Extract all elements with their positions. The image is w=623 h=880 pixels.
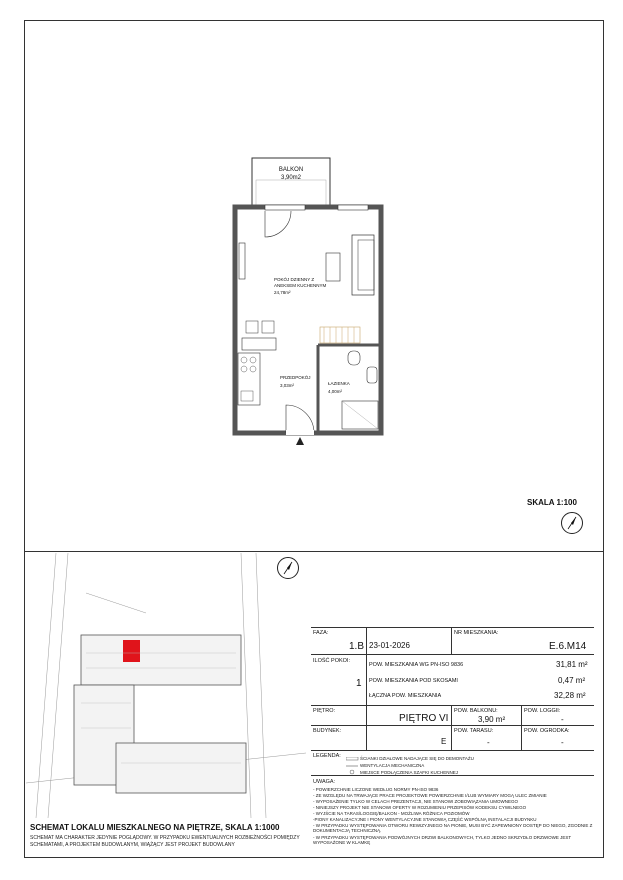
sofa: [352, 235, 374, 295]
notes-label: UWAGA:: [313, 779, 336, 785]
living-area: 24,78m²: [274, 290, 291, 295]
area-iso-value: 31,81 m²: [556, 660, 588, 669]
tv-unit: [239, 243, 245, 279]
balcony-door-swing: [265, 211, 291, 237]
area-total-value: 32,28 m²: [554, 691, 586, 700]
window-top-left: [265, 205, 305, 210]
terrace-area-value: -: [487, 738, 490, 747]
apartment-number-label: NR MIESZKANIA:: [454, 630, 499, 636]
faza-label: FAZA:: [313, 630, 329, 636]
building-top-wing: [81, 635, 241, 685]
loggia-area-label: POW. LOGGII:: [524, 708, 561, 714]
building-label: BUDYNEK:: [313, 728, 342, 734]
loggia-area-value: -: [561, 715, 564, 724]
terrace-area-label: POW. TARASU:: [454, 728, 494, 734]
floor-label: PIĘTRO:: [313, 708, 336, 714]
site-plan-note-2: SCHEMATAMI, A PROJEKTEM BUDOWLANYM, WIĄŻĄCY JEST PROJEKT BUDOWLANY: [30, 842, 235, 848]
area-total-label: ŁĄCZNA POW. MIESZKANIA: [369, 693, 442, 699]
compass-icon: [561, 512, 583, 534]
note-2: - ZE WZGLĘDU NA TRWAJĄCE PRACE PROJEKTOWE POWIERZCHNIE I/LUB WYMIARY MOGĄ ULEC ZMIANIE: [313, 793, 547, 798]
balcony-area-value: 3,90 m²: [478, 715, 506, 724]
apartment-plan: [230, 155, 390, 445]
rooms-label: ILOŚĆ POKOI:: [313, 658, 350, 664]
living-label-1: POKÓJ DZIENNY Z: [274, 277, 315, 282]
legend-item-kitchen: MIEJSCE PODŁĄCZENIA SZAFKI KUCHENNEJ: [360, 770, 459, 775]
entry-door-gap: [286, 430, 314, 435]
note-6: -PIONY KANALIZACYJNE I PIONY WENTYLACYJNE STANOWIĄ CZĘŚĆ WSPÓLNĄ INSTALACJI BUDYNKU: [313, 817, 537, 822]
floor-value: PIĘTRO VI: [399, 713, 449, 724]
living-label-2: ANEKSEM KUCHENNYM: [274, 283, 327, 288]
site-plan-title: SCHEMAT LOKALU MIESZKALNEGO NA PIĘTRZE, SKALA 1:1000: [30, 823, 280, 832]
dining-table: [242, 338, 276, 350]
apartment-number-value: E.6.M14: [549, 641, 587, 652]
garden-area-label: POW. OGRODKA:: [524, 728, 570, 734]
garden-area-value: -: [561, 738, 564, 747]
building-value: E: [441, 737, 447, 746]
window-top-right: [338, 205, 368, 210]
rooms-value: 1: [356, 678, 362, 689]
note-5: - WYJŚCIE NA TARAS/LOGGIĘ/BALKON - MOŻLIWA RÓŻNICA POZIOMÓW: [313, 811, 470, 816]
site-plan-note-1: SCHEMAT MA CHARAKTER JEDYNIE POGLĄDOWY. W PRZYPADKU EWENTUALNYCH ROZBIEŻNOŚCI POMIĘDZY: [30, 835, 300, 841]
site-compass-icon: [277, 557, 299, 579]
building-bottom-wing: [116, 743, 246, 793]
toilet: [348, 351, 360, 365]
note-1: - POWIERZCHNIE LICZONE WEDŁUG NORMY PN-ISO 9836: [313, 787, 439, 792]
balcony-label: BALKON: [278, 167, 304, 173]
area-slope-value: 0,47 m²: [558, 676, 586, 685]
bath-area: 4,00m²: [328, 389, 343, 394]
note-3: - WYPOSAŻENIE TYLKO W CELACH PREZENTACJI, NIE STANOWI ZOBOWIĄZANIA UMOWNEGO: [313, 799, 519, 804]
washbasin: [367, 367, 377, 383]
legend-label: LEGENDA:: [313, 753, 341, 759]
apartment-highlight: [123, 640, 140, 662]
note-8: - W PRZYPADKU WYSTĘPOWANIA PODWÓJNYCH DRZWI BALKONOWYCH, TYLKO JEDNO SKRZYDŁO DRZWIOWE JEST WYPOSAŻONE W KLAMKĘ: [313, 835, 572, 845]
bath-label: ŁAZIENKA: [328, 381, 350, 386]
balcony-hatch: [256, 180, 326, 207]
entry-arrow: [295, 437, 305, 445]
coffee-table: [326, 253, 340, 281]
date-value: 23-01-2026: [369, 641, 410, 650]
legend-item-partition: ŚCIANKI DZIAŁOWE NADAJĄCE SIĘ DO DEMONTAŻU: [360, 756, 474, 761]
scale-label: SKALA 1:100: [527, 498, 577, 507]
legend-item-ventilation: WENTYLACJA MECHANICZNA: [360, 763, 425, 768]
balcony-area-label: POW. BALKONU:: [454, 708, 498, 714]
site-plan: [26, 553, 306, 818]
note-7: - W PRZYPADKU WYSTĘPOWANIA OTWORU REWIZYJNEGO NA PIONIE, MUSI BYĆ ZAPEWNIONY DOSTĘP DO NIEGO, ZGODNIE Z DOKUMENTACJĄ TECHNICZNĄ.: [313, 823, 593, 833]
area-slope-label: POW. MIESZKANIA POD SKOSAMI: [369, 678, 458, 684]
sheet-divider: [24, 551, 604, 552]
note-4: - NINIEJSZY PROJEKT NIE STANOWI OFERTY W ROZUMIENIU PRZEPISÓW KODEKSU CYWILNEGO: [313, 805, 527, 810]
area-iso-label: POW. MIESZKANIA WG PN-ISO 9836: [369, 662, 464, 668]
balcony-area: 3,90m2: [280, 175, 302, 181]
entry-door-swing: [286, 405, 314, 433]
hall-area: 3,03m²: [280, 383, 295, 388]
legend-symbols: [346, 757, 360, 777]
hall-label: PRZEDPOKÓJ: [280, 375, 311, 380]
faza-value: 1.B: [349, 641, 365, 652]
